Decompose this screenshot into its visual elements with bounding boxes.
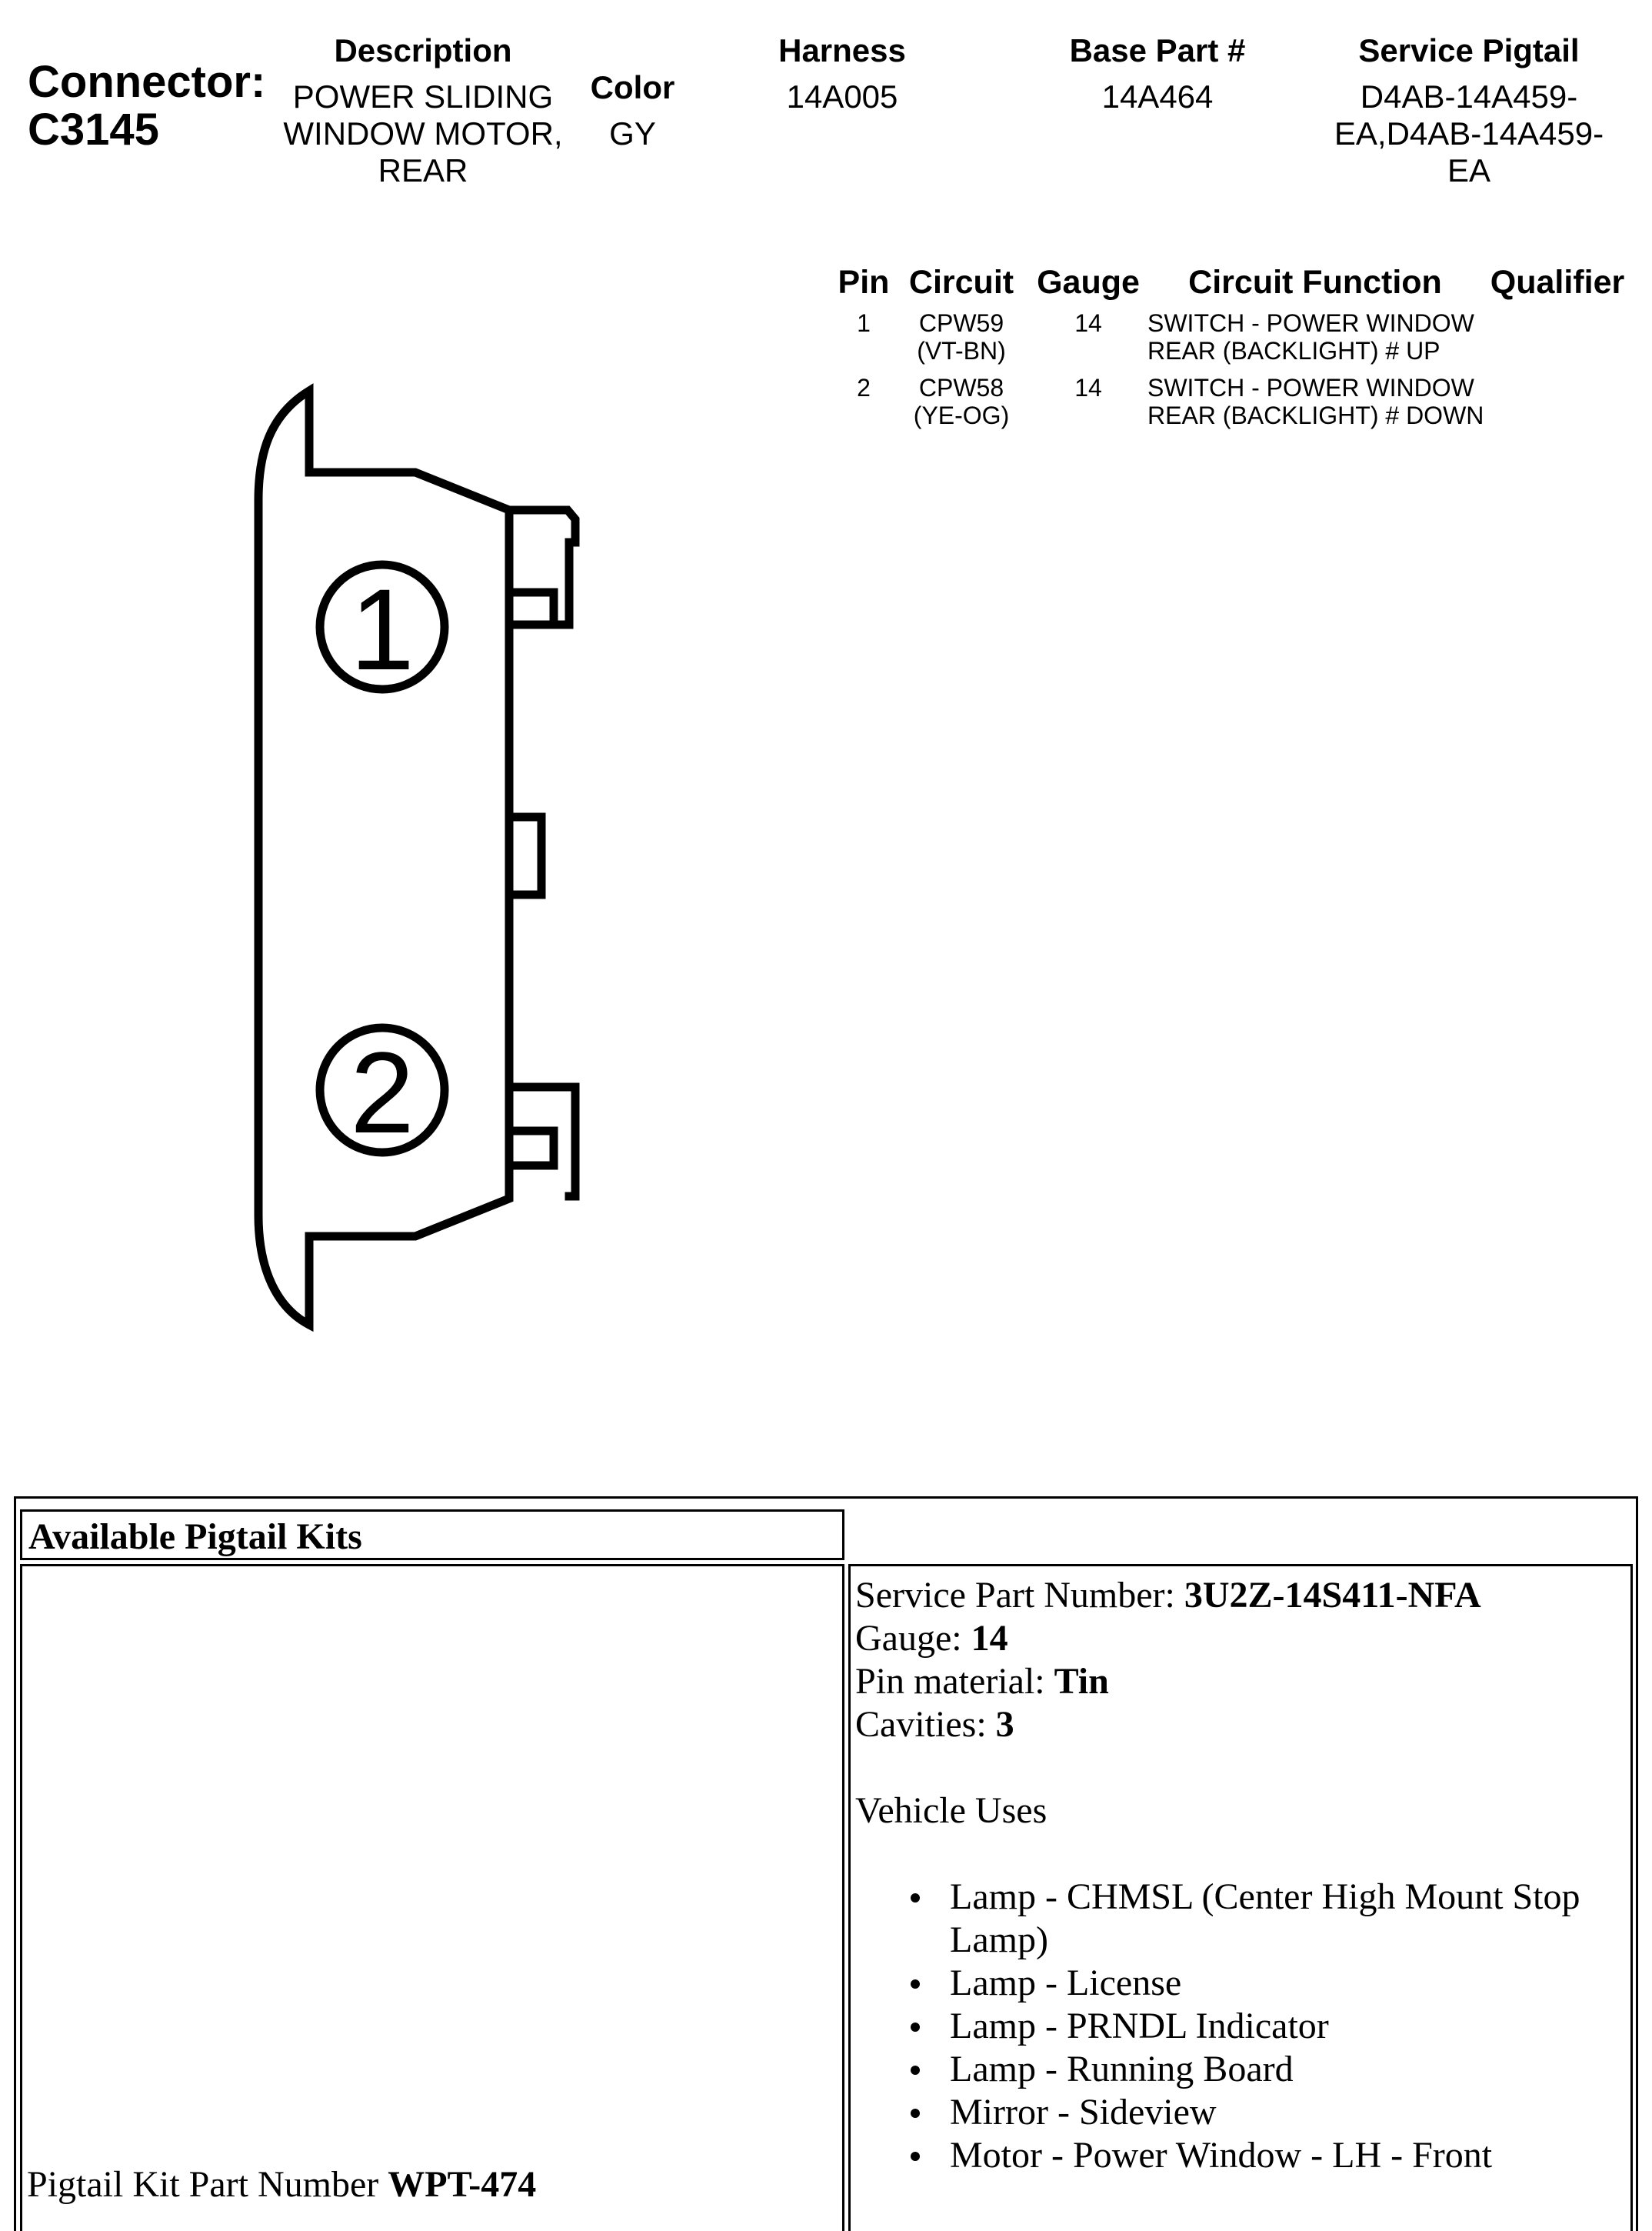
service-pigtail-line: D4AB-14A459- <box>1360 78 1578 115</box>
pin-1-label: 1 <box>350 565 415 694</box>
connector-latch-top <box>509 510 575 625</box>
circuit-code: CPW59 <box>918 309 1004 337</box>
circuit-wire-color: (YE-OG) <box>913 402 1010 429</box>
pigtail-kit-part-value: WPT-474 <box>388 2164 537 2205</box>
description-line: POWER SLIDING <box>292 78 554 115</box>
pin-material-value: Tin <box>1054 1661 1109 1702</box>
pin-material-line <box>855 1660 1624 1703</box>
circuit-column-header: Circuit <box>908 264 1014 301</box>
pin-column-header: Pin <box>838 264 890 301</box>
bullet-icon <box>911 1893 920 1903</box>
kit-gauge-label: Gauge: <box>855 1618 971 1659</box>
description-line: WINDOW MOTOR, <box>283 115 563 152</box>
cavities-line <box>855 1703 1624 1746</box>
pin-number: 1 <box>857 309 871 337</box>
pin-2-label: 2 <box>350 1028 415 1157</box>
pigtail-kit-left-cell <box>20 1564 844 2231</box>
harness-header: Harness <box>778 32 906 68</box>
description-header: Description <box>334 32 512 68</box>
circuit-code: CPW58 <box>918 374 1004 402</box>
color-value: GY <box>609 115 656 152</box>
service-pigtail-line: EA,D4AB-14A459- <box>1334 115 1604 152</box>
kit-gauge-line <box>855 1617 1624 1660</box>
kit-gauge-value: 14 <box>971 1618 1008 1659</box>
vehicle-uses-label: Vehicle Uses <box>855 1790 1047 1831</box>
connector-housing-outline <box>258 391 509 1325</box>
vehicle-uses-list <box>855 1876 1624 2177</box>
gauge-value: 14 <box>1074 309 1102 337</box>
service-part-number-label: Service Part Number: <box>855 1575 1184 1616</box>
pigtail-kit-part-number <box>27 2163 536 2206</box>
vehicle-use-text: Motor - Power Window - LH - Front <box>950 2135 1493 2176</box>
cavities-value: 3 <box>995 1704 1014 1745</box>
pigtail-kit-part-label: Pigtail Kit Part Number <box>27 2164 388 2205</box>
vehicle-use-text: Mirror - Sideview <box>950 2092 1217 2133</box>
vehicle-use-item <box>855 2048 1624 2091</box>
pin-material-label: Pin material: <box>855 1661 1054 1702</box>
service-part-number-value: 3U2Z-14S411-NFA <box>1184 1575 1481 1616</box>
gauge-column-header: Gauge <box>1037 264 1140 301</box>
pin-number: 2 <box>857 374 871 402</box>
connector-latch-bottom <box>512 1087 575 1196</box>
bullet-icon <box>911 2023 920 2032</box>
vehicle-use-text: Lamp - CHMSL (Center High Mount Stop Lamp) <box>950 1876 1580 1960</box>
circuit-function-line: SWITCH - POWER WINDOW <box>1147 309 1474 337</box>
bullet-icon <box>911 2152 920 2161</box>
color-header: Color <box>590 69 675 105</box>
pigtail-kits-title-cell <box>20 1509 844 1560</box>
cavities-label: Cavities: <box>855 1704 996 1745</box>
bullet-icon <box>911 1979 920 1989</box>
circuit-wire-color: (VT-BN) <box>917 337 1006 365</box>
service-pigtail-line: EA <box>1447 152 1491 188</box>
base-part-header: Base Part # <box>1069 32 1246 68</box>
vehicle-use-item <box>855 2091 1624 2134</box>
vehicle-use-item <box>855 1876 1624 1962</box>
circuit-function-line: REAR (BACKLIGHT) # UP <box>1147 337 1441 365</box>
vehicle-use-item <box>855 2005 1624 2048</box>
vehicle-use-item <box>855 2134 1624 2177</box>
connector-label: Connector: <box>28 57 266 107</box>
circuit-function-line: SWITCH - POWER WINDOW <box>1147 374 1474 402</box>
vehicle-use-item <box>855 1962 1624 2005</box>
circuit-function-column-header: Circuit Function <box>1188 264 1442 301</box>
vehicle-use-text: Lamp - Running Board <box>950 2049 1294 2089</box>
description-line: REAR <box>378 152 468 188</box>
pigtail-kit-details <box>855 1574 1624 2177</box>
gauge-value: 14 <box>1074 374 1102 402</box>
pigtail-kits-title: Available Pigtail Kits <box>28 1516 362 1557</box>
vehicle-use-text: Lamp - License <box>950 1963 1182 2003</box>
connector-key-middle <box>509 817 541 895</box>
bullet-icon <box>911 2109 920 2118</box>
qualifier-column-header: Qualifier <box>1490 264 1625 301</box>
service-part-number-line <box>855 1574 1624 1617</box>
circuit-function-line: REAR (BACKLIGHT) # DOWN <box>1147 402 1484 429</box>
service-pigtail-header: Service Pigtail <box>1358 32 1580 68</box>
vehicle-use-text: Lamp - PRNDL Indicator <box>950 2006 1329 2046</box>
pigtail-kit-right-cell <box>848 1564 1633 2231</box>
base-part-value: 14A464 <box>1101 78 1214 115</box>
connector-id: C3145 <box>28 105 159 155</box>
bullet-icon <box>911 2066 920 2075</box>
harness-value: 14A005 <box>786 78 898 115</box>
